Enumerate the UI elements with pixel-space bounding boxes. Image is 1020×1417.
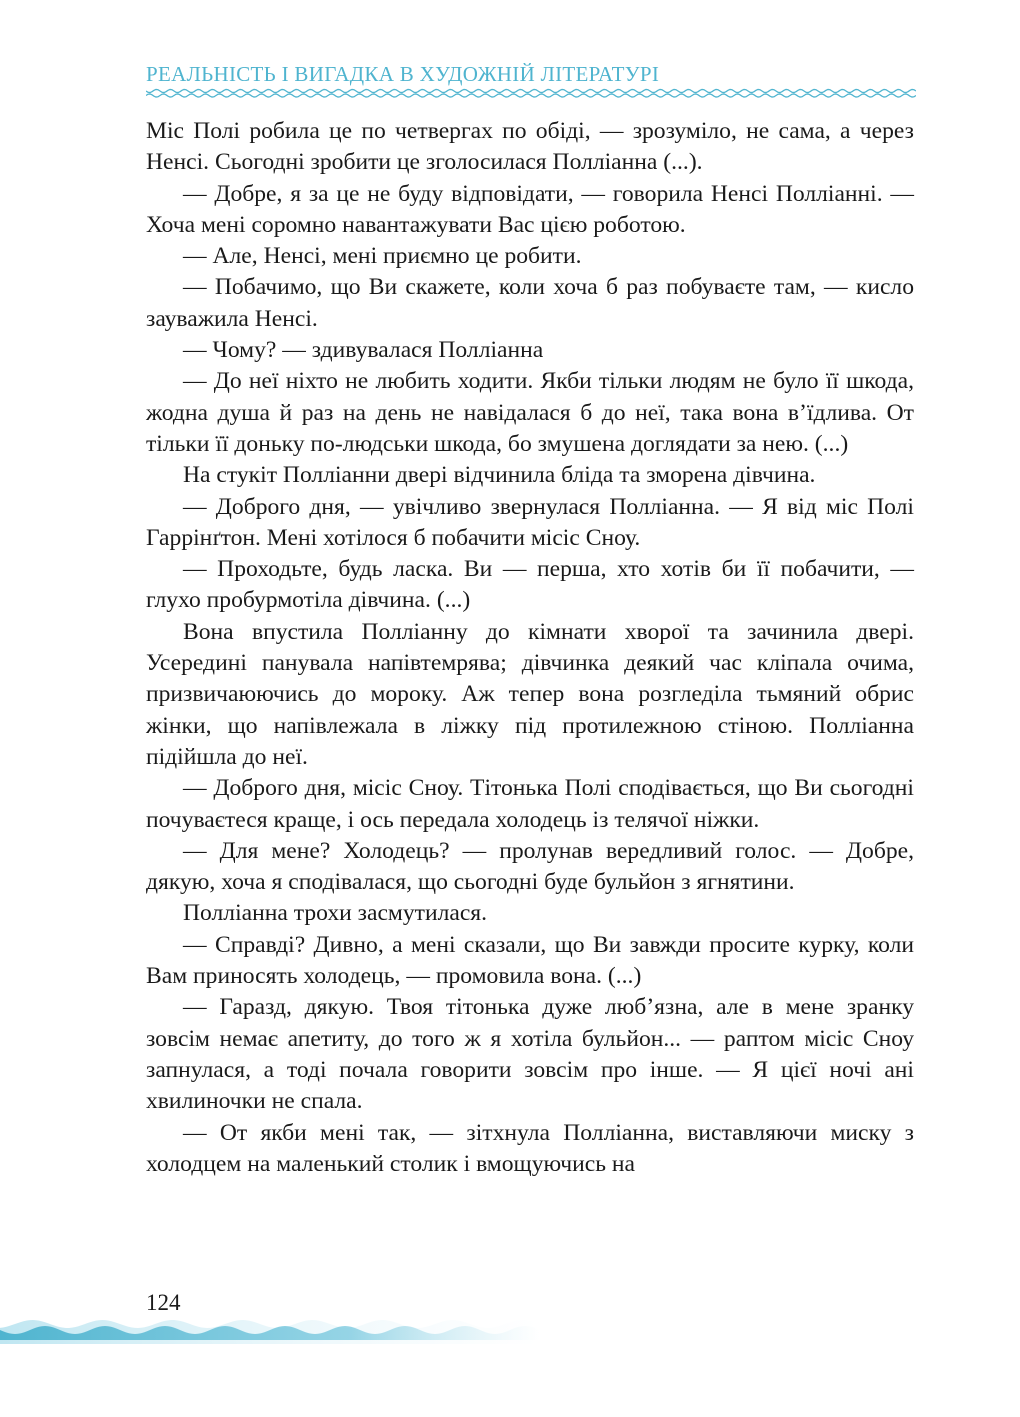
paragraph: — Гаразд, дякую. Твоя тітонька дуже люб’язна, але в мене зранку зовсім немає апетиту, до того ж я хотіла бульйон... — раптом місіс Сноу запнулася, а тоді почала говорити зовсім про інше. — Я цієї ночі ані хвилиночки не спала. (146, 994, 914, 1115)
paragraph: — Доброго дня, — увічливо звернулася Полліанна. — Я від міс Полі Гаррінґтон. Мені хотілося б побачити місіс Сноу. (146, 493, 914, 551)
paragraph: — От якби мені так, — зітхнула Полліанна, виставляючи миску з холодцем на маленький столик і вмощуючись на (146, 1119, 914, 1177)
paragraph: — Побачимо, що Ви скажете, коли хоча б раз побуваєте там, — кисло зауважила Ненсі. (146, 274, 914, 332)
page-body (146, 116, 914, 1180)
paragraph: — Добре, я за це не буду відповідати, — говорила Ненсі Полліанні. — Хоча мені соромно навантажувати Вас цією роботою. (146, 180, 914, 238)
footer-wave-ornament (0, 1310, 540, 1350)
paragraph: — Справді? Дивно, а мені сказали, що Ви завжди просите курку, коли Вам приносять холодець, — промовила вона. (...) (146, 931, 914, 990)
paragraph: Полліанна трохи засмутилася. (183, 900, 488, 927)
paragraph: — До неї ніхто не любить ходити. Якби тільки людям не було її шкода, жодна душа й раз на день не навідалася б до неї, така вона в’їдлива. От тільки її доньку по-людськи шкода, бо змушена доглядати за нею. (...) (146, 368, 914, 457)
paragraph: Міс Полі робила це по четвергах по обіді, — зрозуміло, не сама, а через Ненсі. Сьогодні зробити це зголосилася Полліанна (...). (146, 118, 914, 176)
header-wave-ornament (146, 88, 916, 98)
paragraph: На стукіт Полліанни двері відчинила бліда та зморена дівчина. (183, 462, 816, 489)
page-number: 124 (146, 1290, 181, 1315)
paragraph: Вона впустила Полліанну до кімнати хворої та зачинила двері. Усередині панувала напівтемрява; дівчинка деякий час кліпала очима, призвичаюючись до мороку. Аж тепер вона розгледіла тьмяний обрис жінки, що напівлежала в ліжку під протилежною стіною. Полліанна підійшла до неї. (146, 618, 914, 770)
paragraph: — Проходьте, будь ласка. Ви — перша, хто хотів би її побачити, — глухо пробурмотіла дівчина. (...) (146, 556, 914, 614)
paragraph: — Для мене? Холодець? — пролунав вередливий голос. — Добре, дякую, хоча я сподівалася, що сьогодні буде бульйон з ягнятини. (146, 837, 914, 896)
paragraph: — Доброго дня, місіс Сноу. Тітонька Полі сподівається, що Ви сьогодні почуваєтеся краще, і ось передала холодець із телячої ніжки. (146, 775, 914, 833)
section-title: РЕАЛЬНІСТЬ І ВИГАДКА В ХУДОЖНІЙ ЛІТЕРАТУРІ (146, 62, 660, 86)
running-header (146, 62, 926, 102)
paragraph: — Чому? — здивувалася Полліанна (183, 337, 544, 364)
paragraph: — Але, Ненсі, мені приємно це робити. (183, 243, 582, 270)
